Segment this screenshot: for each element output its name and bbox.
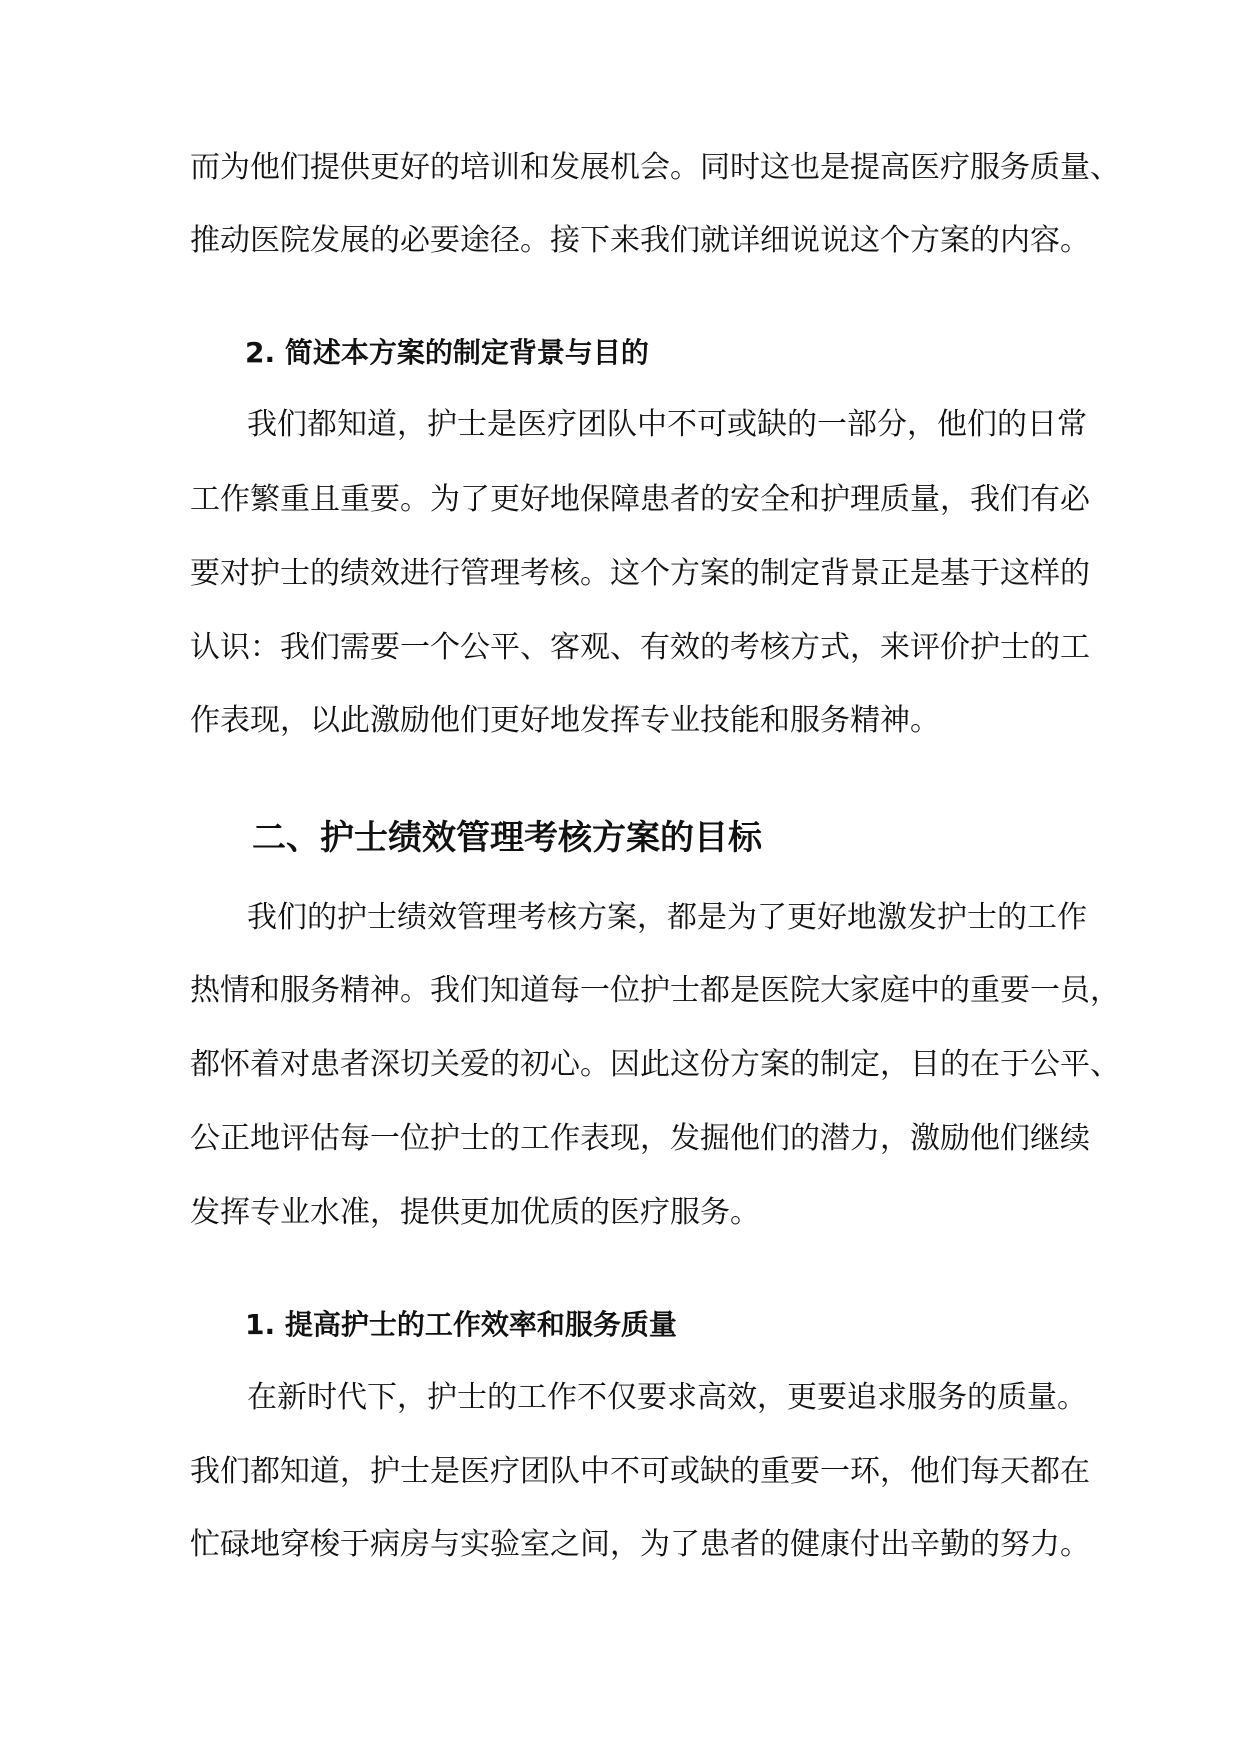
efficiency-line-3: 忙碌地穿梭于病房与实验室之间，为了患者的健康付出辛勤的努力。 <box>190 1527 1090 1562</box>
background-line-2: 工作繁重且重要。为了更好地保障患者的安全和护理质量，我们有必 <box>190 482 1090 517</box>
goals-line-1: 我们的护士绩效管理考核方案，都是为了更好地激发护士的工作 <box>247 900 1087 935</box>
section-heading-efficiency-quality: 1. 提高护士的工作效率和服务质量 <box>245 1308 677 1341</box>
intro-line-1: 而为他们提供更好的培训和发展机会。同时这也是提高医疗服务质量、 <box>190 150 1120 185</box>
chapter-heading-goals: 二、护士绩效管理考核方案的目标 <box>252 818 762 858</box>
background-line-5: 作表现，以此激励他们更好地发挥专业技能和服务精神。 <box>190 703 940 738</box>
efficiency-line-1: 在新时代下，护士的工作不仅要求高效，更要追求服务的质量。 <box>247 1380 1087 1415</box>
goals-line-4: 公正地评估每一位护士的工作表现，发掘他们的潜力，激励他们继续 <box>190 1121 1090 1156</box>
goals-line-3: 都怀着对患者深切关爱的初心。因此这份方案的制定，目的在于公平、 <box>190 1047 1120 1082</box>
efficiency-line-2: 我们都知道，护士是医疗团队中不可或缺的重要一环，他们每天都在 <box>190 1454 1090 1489</box>
intro-line-2: 推动医院发展的必要途径。接下来我们就详细说说这个方案的内容。 <box>190 223 1090 258</box>
background-line-1: 我们都知道，护士是医疗团队中不可或缺的一部分，他们的日常 <box>247 407 1087 442</box>
goals-line-2: 热情和服务精神。我们知道每一位护士都是医院大家庭中的重要一员， <box>190 973 1120 1008</box>
section-heading-background-purpose: 2. 简述本方案的制定背景与目的 <box>245 336 649 369</box>
background-line-4: 认识：我们需要一个公平、客观、有效的考核方式，来评价护士的工 <box>190 630 1090 665</box>
background-line-3: 要对护士的绩效进行管理考核。这个方案的制定背景正是基于这样的 <box>190 556 1090 591</box>
goals-line-5: 发挥专业水准，提供更加优质的医疗服务。 <box>190 1195 760 1230</box>
